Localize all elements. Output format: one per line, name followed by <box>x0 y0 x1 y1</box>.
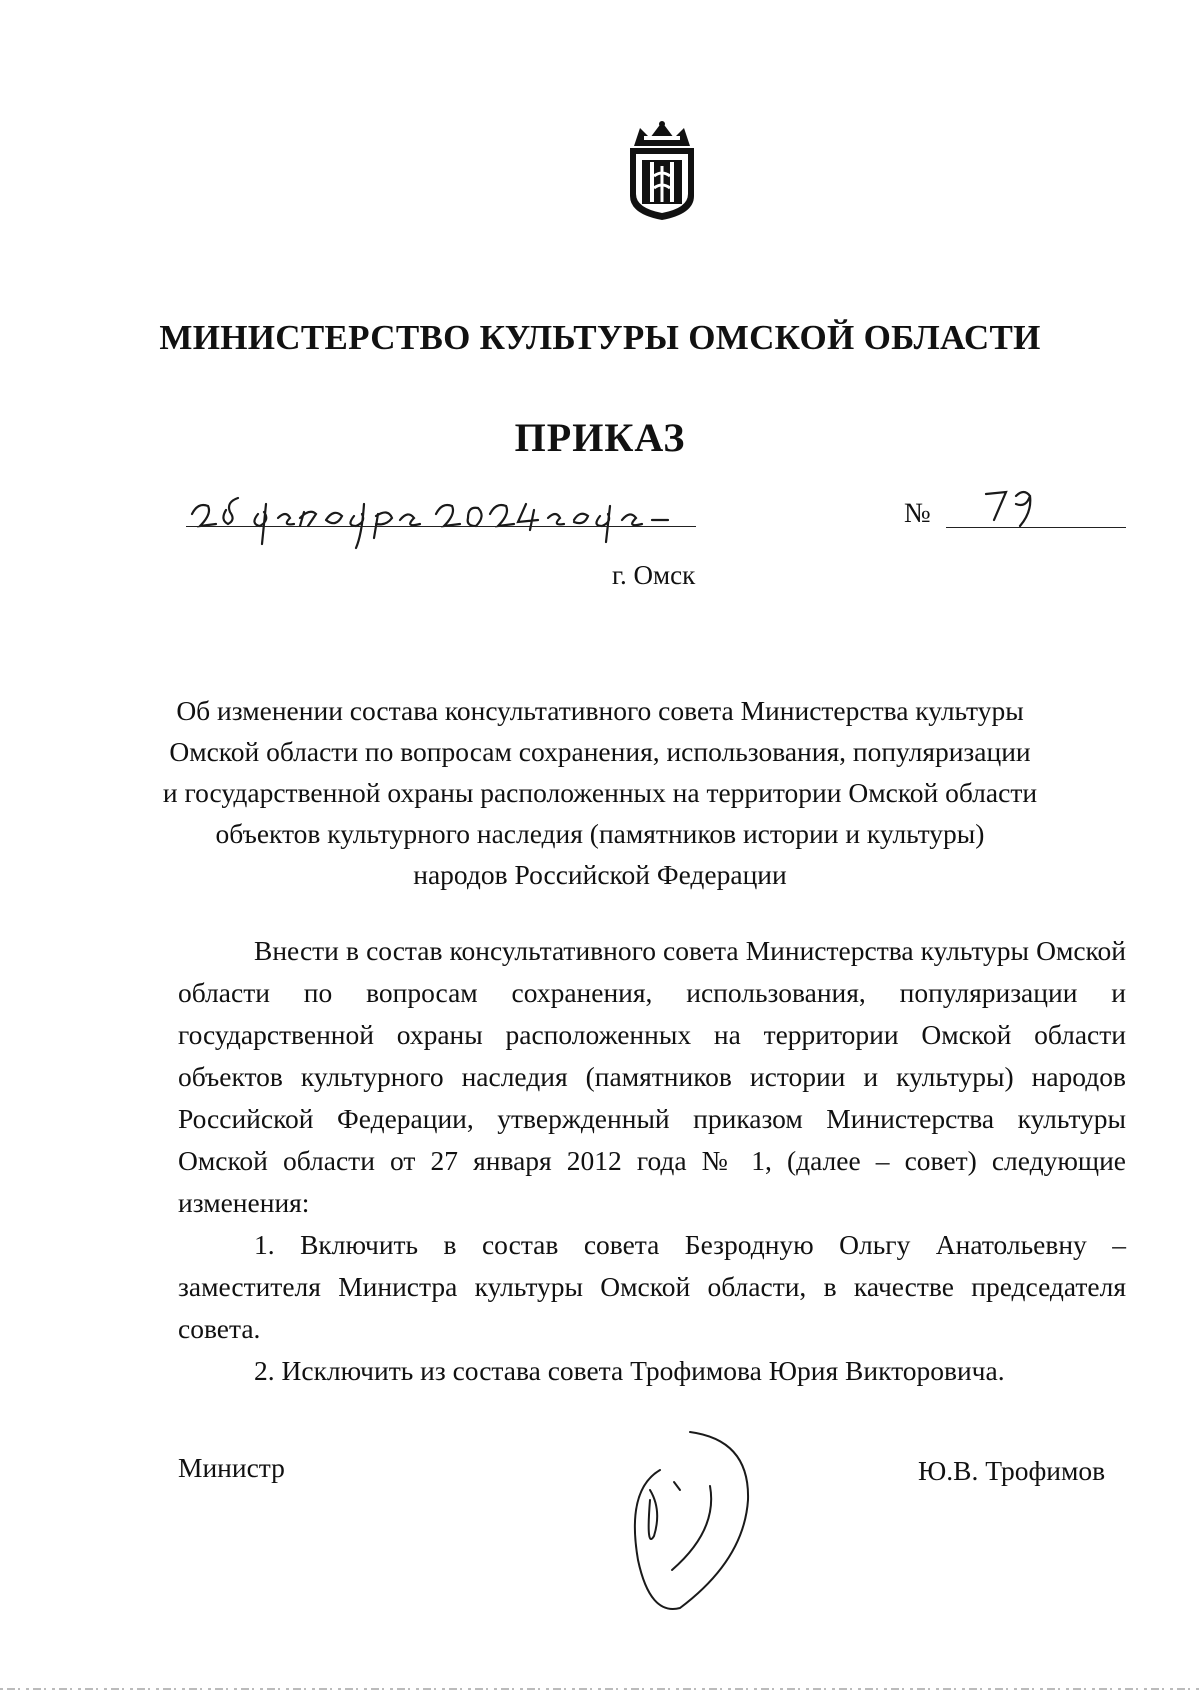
signer-name: Ю.В. Трофимов <box>918 1455 1106 1486</box>
order-item-text: 1. Включить в состав совета Безродную Ольгу Анатольевну – заместителя Министра культуры Омской области, в качестве председателя совета. <box>178 1229 1126 1344</box>
signer-title: Министр <box>178 1452 285 1483</box>
order-item-text: 2. Исключить из состава совета Трофимова Юрия Викторовича. <box>254 1355 1005 1386</box>
city-label: г. Омск <box>612 560 696 590</box>
subject-line: Омской области по вопросам сохранения, использования, популяризации <box>169 736 1031 767</box>
number-sign: № <box>904 498 931 529</box>
body-intro-text: Внести в состав консультативного совета Министерства культуры Омской области по вопросам сохранения, использования, популяризации и государственной охраны расположенных на территории Омской области объектов культурного наследия (памятников истории и культуры) народов Российской Федерации, утвержденный приказом Министерства культуры Омской области от 27 января 2012 года № 1, (далее – совет) следующие изменения: <box>178 935 1126 1218</box>
omsk-coat-of-arms-icon <box>620 118 704 222</box>
scan-edge-noise <box>0 1686 1200 1692</box>
subject-line: и государственной охраны расположенных на территории Омской области <box>162 777 1038 808</box>
order-item <box>178 1224 1126 1350</box>
subject-line: народов Российской Федерации <box>413 859 787 890</box>
date-underline <box>186 526 696 527</box>
subject-line: объектов культурного наследия (памятников истории и культуры) <box>215 818 985 849</box>
subject-line: Об изменении состава консультативного совета Министерства культуры <box>176 695 1024 726</box>
handwritten-signature-icon <box>620 1420 770 1620</box>
order-body <box>178 930 1126 1392</box>
order-subject <box>140 690 1060 895</box>
handwritten-date <box>186 474 716 550</box>
body-intro-paragraph <box>178 930 1126 1224</box>
number-underline <box>946 527 1126 528</box>
handwritten-number <box>980 480 1050 530</box>
order-item <box>178 1350 1126 1392</box>
document-type-title: ПРИКАЗ <box>514 415 686 460</box>
ministry-title: МИНИСТЕРСТВО КУЛЬТУРЫ ОМСКОЙ ОБЛАСТИ <box>159 318 1041 357</box>
